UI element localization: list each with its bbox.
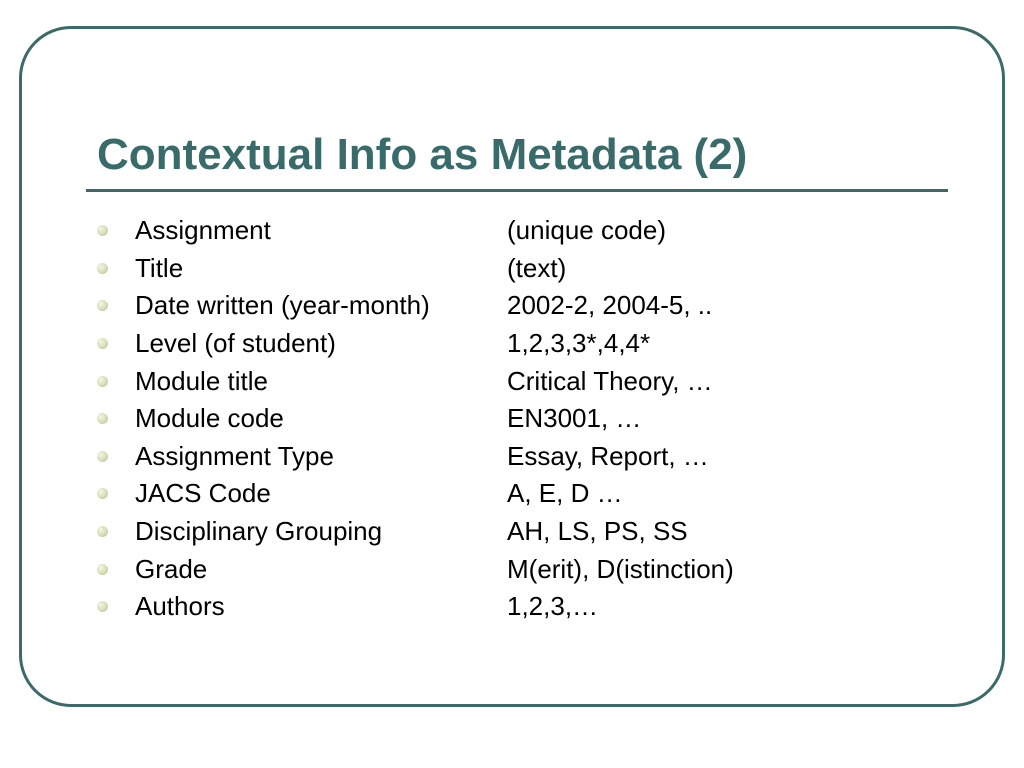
list-item bbox=[97, 550, 734, 588]
field-name: Level (of student) bbox=[135, 328, 336, 359]
field-name: Date written (year-month) bbox=[135, 290, 430, 321]
bullet-icon bbox=[97, 601, 108, 612]
field-name: JACS Code bbox=[135, 478, 271, 509]
bullet-icon bbox=[97, 526, 108, 537]
field-value: Essay, Report, … bbox=[507, 440, 709, 471]
field-value: M(erit), D(istinction) bbox=[507, 553, 734, 584]
list-item bbox=[97, 438, 734, 476]
field-value: 1,2,3,3*,4,4* bbox=[507, 328, 651, 359]
list-item bbox=[97, 588, 734, 626]
field-name: Grade bbox=[135, 553, 208, 584]
field-value: (unique code) bbox=[507, 215, 666, 246]
field-value: AH, LS, PS, SS bbox=[507, 516, 688, 547]
bullet-icon bbox=[97, 300, 108, 311]
list-item bbox=[97, 400, 734, 438]
field-value: EN3001, … bbox=[507, 403, 642, 434]
field-name: Module code bbox=[135, 403, 284, 434]
field-name: Title bbox=[135, 252, 184, 283]
list-item bbox=[97, 212, 734, 250]
field-value: 1,2,3,… bbox=[507, 591, 599, 622]
bullet-icon bbox=[97, 564, 108, 575]
field-value: 2002-2, 2004-5, .. bbox=[507, 290, 713, 321]
list-item bbox=[97, 362, 734, 400]
bullet-icon bbox=[97, 225, 108, 236]
metadata-list bbox=[97, 212, 734, 626]
bullet-icon bbox=[97, 488, 108, 499]
field-value: (text) bbox=[507, 252, 567, 283]
list-item bbox=[97, 250, 734, 288]
field-name: Module title bbox=[135, 365, 268, 396]
list-item bbox=[97, 325, 734, 363]
bullet-icon bbox=[97, 451, 108, 462]
bullet-icon bbox=[97, 376, 108, 387]
field-name: Authors bbox=[135, 591, 225, 622]
bullet-icon bbox=[97, 338, 108, 349]
field-name: Disciplinary Grouping bbox=[135, 516, 383, 547]
slide-title: Contextual Info as Metadata (2) bbox=[97, 130, 748, 179]
title-divider bbox=[86, 189, 948, 192]
list-item bbox=[97, 287, 734, 325]
list-item bbox=[97, 513, 734, 551]
bullet-icon bbox=[97, 413, 108, 424]
field-value: A, E, D … bbox=[507, 478, 623, 509]
field-name: Assignment Type bbox=[135, 440, 334, 471]
list-item bbox=[97, 475, 734, 513]
field-value: Critical Theory, … bbox=[507, 365, 713, 396]
bullet-icon bbox=[97, 263, 108, 274]
field-name: Assignment bbox=[135, 215, 271, 246]
